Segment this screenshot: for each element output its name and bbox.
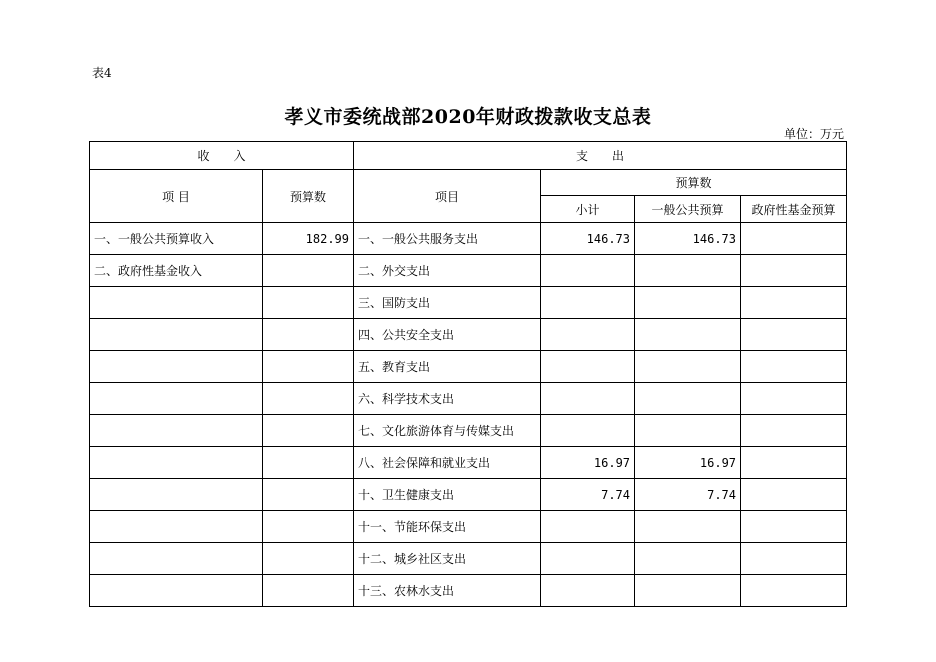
general-budget-cell — [635, 319, 741, 351]
expense-item-cell: 五、教育支出 — [354, 351, 541, 383]
expense-item-cell: 四、公共安全支出 — [354, 319, 541, 351]
table-row — [90, 351, 847, 383]
unit-label: 单位：万元 — [783, 127, 844, 141]
gov-fund-budget-cell — [741, 319, 847, 351]
expense-item-cell: 十二、城乡社区支出 — [354, 543, 541, 575]
income-item-cell — [90, 511, 263, 543]
table-row — [90, 479, 847, 511]
table-row — [90, 287, 847, 319]
expense-item-cell: 十、卫生健康支出 — [354, 479, 541, 511]
income-item-cell — [90, 543, 263, 575]
general-budget-cell — [635, 511, 741, 543]
income-item-cell — [90, 319, 263, 351]
subtotal-cell: 146.73 — [541, 223, 635, 255]
table-tag: 表4 — [92, 66, 112, 80]
general-budget-cell — [635, 415, 741, 447]
income-amount-cell — [263, 287, 354, 319]
subtotal-cell — [541, 415, 635, 447]
gov-fund-budget-cell — [741, 351, 847, 383]
income-item-cell — [90, 383, 263, 415]
header-row-2 — [90, 170, 847, 196]
expense-item-cell: 十一、节能环保支出 — [354, 511, 541, 543]
income-budget-header: 预算数 — [263, 170, 354, 223]
table-body — [90, 223, 847, 607]
subtotal-cell — [541, 511, 635, 543]
income-item-cell — [90, 415, 263, 447]
income-amount-cell — [263, 383, 354, 415]
gov-fund-budget-cell — [741, 287, 847, 319]
income-header: 收 入 — [90, 142, 354, 170]
table-row — [90, 511, 847, 543]
expense-item-cell: 一、一般公共服务支出 — [354, 223, 541, 255]
general-budget-header: 一般公共预算 — [635, 196, 741, 223]
subtotal-cell — [541, 255, 635, 287]
subtotal-cell: 16.97 — [541, 447, 635, 479]
income-item-cell: 二、政府性基金收入 — [90, 255, 263, 287]
expense-item-cell: 八、社会保障和就业支出 — [354, 447, 541, 479]
gov-fund-budget-cell — [741, 223, 847, 255]
general-budget-cell — [635, 351, 741, 383]
subtotal-cell — [541, 287, 635, 319]
income-amount-cell — [263, 319, 354, 351]
subtotal-cell — [541, 543, 635, 575]
subtotal-cell — [541, 319, 635, 351]
expense-item-header: 项目 — [354, 170, 541, 223]
income-item-cell — [90, 447, 263, 479]
general-budget-cell — [635, 575, 741, 607]
subtotal-header: 小计 — [541, 196, 635, 223]
gov-fund-budget-cell — [741, 575, 847, 607]
subtotal-cell — [541, 383, 635, 415]
income-amount-cell — [263, 447, 354, 479]
expense-header: 支 出 — [354, 142, 847, 170]
general-budget-cell: 16.97 — [635, 447, 741, 479]
general-budget-cell — [635, 287, 741, 319]
income-amount-cell — [263, 351, 354, 383]
expense-item-cell: 七、文化旅游体育与传媒支出 — [354, 415, 541, 447]
gov-fund-budget-cell — [741, 415, 847, 447]
expense-item-cell: 二、外交支出 — [354, 255, 541, 287]
general-budget-cell — [635, 383, 741, 415]
income-item-cell — [90, 479, 263, 511]
income-amount-cell: 182.99 — [263, 223, 354, 255]
budget-summary-table — [89, 141, 847, 607]
expense-item-cell: 十三、农林水支出 — [354, 575, 541, 607]
income-item-cell: 一、一般公共预算收入 — [90, 223, 263, 255]
gov-fund-budget-cell — [741, 543, 847, 575]
table-row — [90, 415, 847, 447]
gov-fund-budget-cell — [741, 447, 847, 479]
income-amount-cell — [263, 511, 354, 543]
table-row — [90, 575, 847, 607]
expense-budget-header: 预算数 — [541, 170, 847, 196]
gov-fund-budget-cell — [741, 255, 847, 287]
subtotal-cell — [541, 575, 635, 607]
general-budget-cell — [635, 543, 741, 575]
income-amount-cell — [263, 415, 354, 447]
expense-item-cell: 六、科学技术支出 — [354, 383, 541, 415]
subtotal-cell — [541, 351, 635, 383]
general-budget-cell: 146.73 — [635, 223, 741, 255]
general-budget-cell: 7.74 — [635, 479, 741, 511]
gov-fund-budget-cell — [741, 511, 847, 543]
table-row — [90, 383, 847, 415]
table-row — [90, 223, 847, 255]
general-budget-cell — [635, 255, 741, 287]
income-amount-cell — [263, 543, 354, 575]
page-title: 孝义市委统战部2020年财政拨款收支总表 — [284, 106, 652, 128]
table-row — [90, 319, 847, 351]
gov-fund-budget-cell — [741, 383, 847, 415]
table-row — [90, 543, 847, 575]
income-item-cell — [90, 287, 263, 319]
gov-fund-budget-header: 政府性基金预算 — [741, 196, 847, 223]
income-amount-cell — [263, 575, 354, 607]
income-item-header: 项 目 — [90, 170, 263, 223]
gov-fund-budget-cell — [741, 479, 847, 511]
table-row — [90, 255, 847, 287]
income-item-cell — [90, 575, 263, 607]
table-row — [90, 447, 847, 479]
subtotal-cell: 7.74 — [541, 479, 635, 511]
income-amount-cell — [263, 255, 354, 287]
header-row-1 — [90, 142, 847, 170]
expense-item-cell: 三、国防支出 — [354, 287, 541, 319]
income-amount-cell — [263, 479, 354, 511]
income-item-cell — [90, 351, 263, 383]
